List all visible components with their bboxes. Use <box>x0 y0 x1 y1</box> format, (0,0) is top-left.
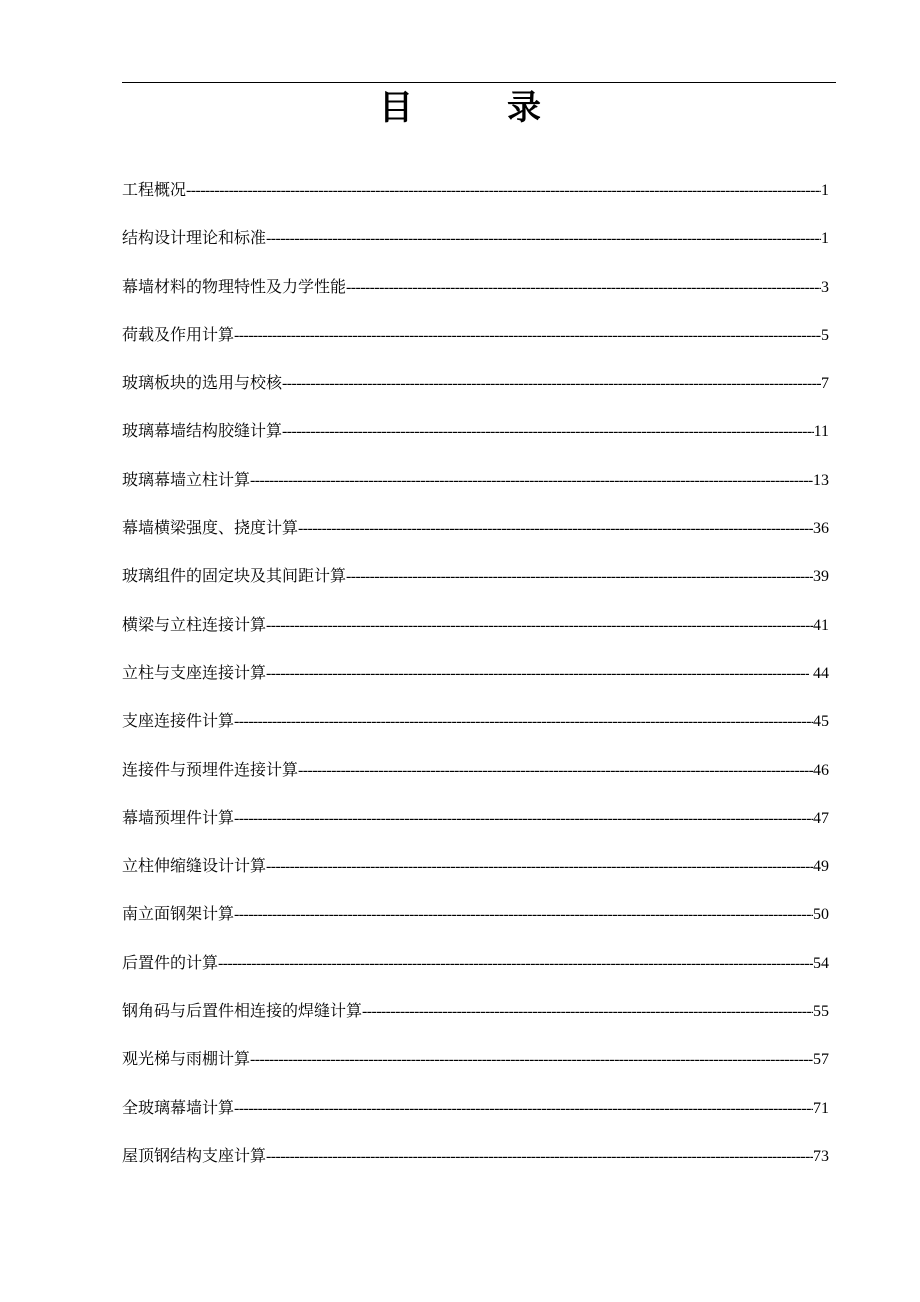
toc-entry[interactable] <box>122 1144 829 1192</box>
toc-leader <box>346 276 821 300</box>
toc-entry-page: 5 <box>821 326 829 344</box>
toc-leader <box>266 662 809 686</box>
toc-entry-label: 幕墙材料的物理特性及力学性能 <box>122 276 347 296</box>
toc-entry-page: 1 <box>821 182 829 199</box>
toc-entry[interactable] <box>122 419 829 467</box>
toc-entry-label: 钢角码与后置件相连接的焊缝计算 <box>122 1001 363 1021</box>
toc-leader <box>346 565 813 589</box>
page-title: 目 录 <box>379 88 571 128</box>
toc-entry[interactable] <box>122 709 829 757</box>
toc-entry[interactable] <box>122 371 829 419</box>
toc-leader <box>234 807 813 831</box>
toc-leader <box>250 1048 813 1072</box>
toc-entry-page: 36 <box>813 520 829 538</box>
toc-entry-page: 39 <box>813 568 829 586</box>
toc-entry-page: 49 <box>813 858 829 876</box>
toc-entry-label: 玻璃组件的固定块及其间距计算 <box>122 566 347 586</box>
toc-entry-page: 55 <box>813 1003 829 1021</box>
toc-leader <box>218 952 813 976</box>
toc-leader <box>234 903 813 927</box>
toc-entry-label: 玻璃板块的选用与校核 <box>122 373 283 393</box>
toc-entry-label: 立柱与支座连接计算 <box>122 662 267 682</box>
toc-entry-page: 50 <box>813 906 829 924</box>
toc-leader <box>186 179 821 203</box>
toc-entry-label: 横梁与立柱连接计算 <box>122 614 267 634</box>
toc-entry-page: 13 <box>813 471 829 489</box>
toc-entry-page: 73 <box>813 1147 829 1165</box>
toc-entry-page: 44 <box>809 664 829 682</box>
toc-entry[interactable] <box>122 275 829 323</box>
toc-entry[interactable] <box>122 323 829 371</box>
toc-entry-page: 46 <box>813 761 829 779</box>
toc-entry[interactable] <box>122 902 829 950</box>
toc-entry-label: 南立面钢架计算 <box>122 904 235 924</box>
toc-entry-page: 47 <box>813 809 829 827</box>
toc-entry-label: 玻璃幕墙立柱计算 <box>122 469 251 489</box>
toc-leader <box>282 420 814 444</box>
toc-leader <box>250 469 813 493</box>
toc-entry[interactable] <box>122 1047 829 1095</box>
toc-entry-label: 幕墙预埋件计算 <box>122 807 235 827</box>
toc-leader <box>234 710 813 734</box>
toc-entry-page: 45 <box>813 713 829 731</box>
toc-entry[interactable] <box>122 999 829 1047</box>
toc-entry[interactable] <box>122 806 829 854</box>
toc-entry[interactable] <box>122 1096 829 1144</box>
toc-entry[interactable] <box>122 564 829 612</box>
toc-entry-page: 11 <box>813 423 829 441</box>
toc-leader <box>234 1097 813 1121</box>
toc-entry-label: 荷载及作用计算 <box>122 324 235 344</box>
toc-entry-label: 连接件与预埋件连接计算 <box>122 759 299 779</box>
toc-leader <box>234 324 821 348</box>
toc-entry-label: 工程概况 <box>122 180 187 199</box>
toc-entry[interactable] <box>122 468 829 516</box>
toc-leader <box>298 759 813 783</box>
toc-entry-label: 屋顶钢结构支座计算 <box>122 1145 267 1165</box>
toc-entry-page: 41 <box>813 616 829 634</box>
toc-entry[interactable] <box>122 951 829 999</box>
toc-entry-page: 71 <box>813 1099 829 1117</box>
toc-leader <box>266 227 821 251</box>
header-rule <box>122 82 836 83</box>
toc-entry[interactable] <box>122 854 829 902</box>
toc-leader <box>266 614 813 638</box>
toc-entry[interactable] <box>122 226 829 274</box>
toc-entry[interactable] <box>122 516 829 564</box>
table-of-contents <box>122 178 829 1192</box>
toc-entry-page: 1 <box>821 230 829 248</box>
toc-leader <box>362 1000 813 1024</box>
toc-leader <box>282 372 821 396</box>
toc-entry-label: 幕墙横梁强度、挠度计算 <box>122 518 299 538</box>
toc-entry-label: 全玻璃幕墙计算 <box>122 1097 235 1117</box>
toc-entry-label: 观光梯与雨棚计算 <box>122 1049 251 1069</box>
toc-entry-label: 立柱伸缩缝设计计算 <box>122 856 267 876</box>
toc-entry-page: 57 <box>813 1051 829 1069</box>
toc-leader <box>266 855 813 879</box>
toc-entry-page: 7 <box>821 375 829 393</box>
toc-entry-page: 3 <box>821 278 829 296</box>
toc-entry-label: 支座连接件计算 <box>122 711 235 731</box>
toc-leader <box>298 517 813 541</box>
toc-leader <box>266 1145 813 1169</box>
toc-entry[interactable] <box>122 758 829 806</box>
toc-entry-label: 后置件的计算 <box>122 952 219 972</box>
toc-entry-label: 玻璃幕墙结构胶缝计算 <box>122 421 283 441</box>
toc-entry-page: 54 <box>813 954 829 972</box>
toc-entry[interactable] <box>122 613 829 661</box>
toc-entry[interactable] <box>122 661 829 709</box>
toc-entry[interactable] <box>122 178 829 226</box>
toc-entry-label: 结构设计理论和标准 <box>122 228 267 248</box>
